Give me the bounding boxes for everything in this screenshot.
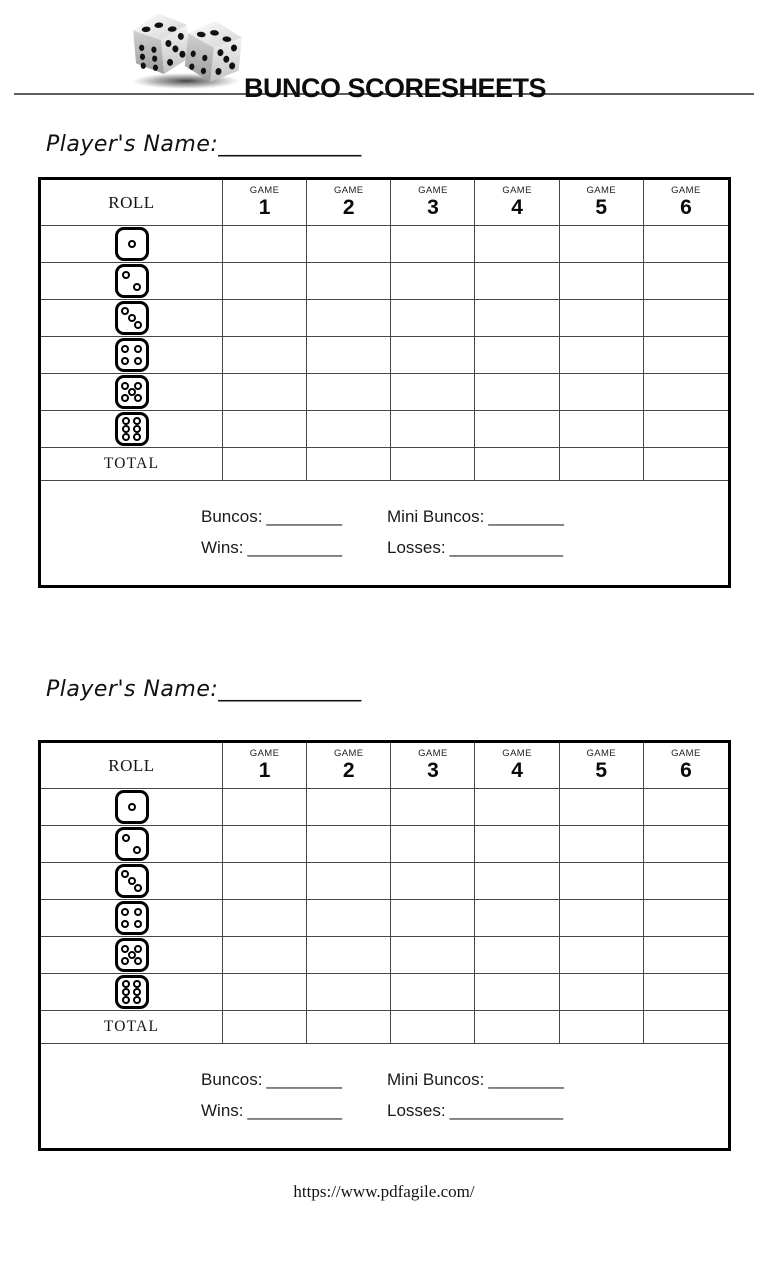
score-cell[interactable] <box>475 900 559 937</box>
player-name-label: Player's Name: <box>46 677 219 702</box>
buncos-label: Buncos: <box>201 507 263 526</box>
player-name-row <box>46 131 768 159</box>
score-cell[interactable] <box>475 300 559 337</box>
score-cell[interactable] <box>644 826 728 863</box>
game-number: 2 <box>342 196 355 219</box>
die-cell <box>41 300 223 337</box>
game-number: 2 <box>342 759 355 782</box>
pip <box>121 920 129 928</box>
total-score-cell[interactable] <box>644 1011 728 1044</box>
game-column-header <box>391 180 475 226</box>
score-cell[interactable] <box>644 900 728 937</box>
score-cell[interactable] <box>560 937 644 974</box>
pip <box>121 394 129 402</box>
die-cell <box>41 411 223 448</box>
die-cell <box>41 226 223 263</box>
score-cell[interactable] <box>391 863 475 900</box>
score-cell[interactable] <box>307 826 391 863</box>
score-cell[interactable] <box>644 263 728 300</box>
mini-buncos-label: Mini Buncos: <box>387 1070 485 1089</box>
score-cell[interactable] <box>560 974 644 1011</box>
pip <box>134 394 142 402</box>
source-url[interactable]: https://www.pdfagile.com/ <box>293 1182 475 1201</box>
score-cell[interactable] <box>475 863 559 900</box>
score-cell[interactable] <box>391 826 475 863</box>
game-number: 5 <box>595 759 608 782</box>
player-name-row <box>46 676 768 704</box>
score-cell[interactable] <box>391 263 475 300</box>
die-cell <box>41 937 223 974</box>
score-cell[interactable] <box>644 374 728 411</box>
mini-buncos-blank[interactable]: ________ <box>488 1070 564 1089</box>
score-table <box>38 177 731 588</box>
game-label: GAME <box>671 748 701 759</box>
score-cell[interactable] <box>391 937 475 974</box>
score-cell[interactable] <box>223 863 307 900</box>
die-1-icon <box>115 227 149 261</box>
die-5-icon <box>115 375 149 409</box>
score-cell[interactable] <box>560 337 644 374</box>
score-cell[interactable] <box>391 300 475 337</box>
die-4-icon <box>115 901 149 935</box>
score-cell[interactable] <box>560 374 644 411</box>
game-label: GAME <box>586 748 617 759</box>
die-2-icon <box>115 264 149 298</box>
game-label: GAME <box>418 748 448 759</box>
die-cell <box>41 900 223 937</box>
score-cell[interactable] <box>560 826 644 863</box>
total-score-cell[interactable] <box>644 448 728 481</box>
score-cell[interactable] <box>475 263 559 300</box>
die-cell <box>41 374 223 411</box>
die-3-icon <box>115 301 149 335</box>
mini-buncos-label: Mini Buncos: <box>387 507 485 526</box>
score-cell[interactable] <box>560 411 644 448</box>
buncos-blank[interactable]: ________ <box>266 507 343 526</box>
score-table <box>38 740 731 1151</box>
score-cell[interactable] <box>307 974 391 1011</box>
wins-label: Wins: <box>201 538 244 557</box>
losses-field <box>387 537 728 558</box>
score-cell[interactable] <box>391 900 475 937</box>
game-column-header <box>391 743 475 789</box>
buncos-field <box>201 506 387 527</box>
score-cell[interactable] <box>307 789 391 826</box>
total-label: TOTAL <box>41 1011 223 1044</box>
buncos-field <box>201 1069 387 1090</box>
game-column-header <box>307 743 391 789</box>
score-cell[interactable] <box>223 300 307 337</box>
score-cell[interactable] <box>223 974 307 1011</box>
score-cell[interactable] <box>307 900 391 937</box>
pip <box>134 884 142 892</box>
game-label: GAME <box>671 185 701 196</box>
score-cell[interactable] <box>307 374 391 411</box>
pip <box>133 283 141 291</box>
score-cell[interactable] <box>223 226 307 263</box>
score-cell[interactable] <box>391 789 475 826</box>
pip <box>122 996 130 1004</box>
wins-blank[interactable]: __________ <box>247 1101 343 1120</box>
score-cell[interactable] <box>223 411 307 448</box>
total-score-cell[interactable] <box>307 1011 391 1044</box>
score-cell[interactable] <box>391 374 475 411</box>
game-label: GAME <box>249 185 280 196</box>
score-cell[interactable] <box>223 789 307 826</box>
score-cell[interactable] <box>475 226 559 263</box>
score-cell[interactable] <box>307 226 391 263</box>
game-label: GAME <box>249 748 280 759</box>
die-cell <box>41 863 223 900</box>
die-cell <box>41 337 223 374</box>
pip <box>122 433 130 441</box>
score-cell[interactable] <box>475 411 559 448</box>
die-5-icon <box>115 938 149 972</box>
score-cell[interactable] <box>391 337 475 374</box>
pip <box>134 345 142 353</box>
die-cell <box>41 974 223 1011</box>
game-column-header <box>223 180 307 226</box>
score-cell[interactable] <box>307 263 391 300</box>
score-cell[interactable] <box>475 337 559 374</box>
page-header <box>0 0 768 104</box>
die-4-icon <box>115 338 149 372</box>
game-column-header <box>475 180 559 226</box>
total-score-cell[interactable] <box>560 1011 644 1044</box>
score-cell[interactable] <box>644 937 728 974</box>
losses-label: Losses: <box>387 1101 446 1120</box>
game-column-header <box>644 743 728 789</box>
losses-label: Losses: <box>387 538 446 557</box>
score-cell[interactable] <box>223 374 307 411</box>
score-cell[interactable] <box>560 300 644 337</box>
score-cell[interactable] <box>644 863 728 900</box>
score-cell[interactable] <box>223 826 307 863</box>
score-cell[interactable] <box>560 900 644 937</box>
die-cell <box>41 263 223 300</box>
score-grid <box>41 180 728 481</box>
score-cell[interactable] <box>560 863 644 900</box>
stats-area <box>41 1044 728 1148</box>
roll-column-header: ROLL <box>41 180 223 226</box>
total-score-cell[interactable] <box>475 1011 559 1044</box>
pip <box>134 321 142 329</box>
game-label: GAME <box>333 748 364 759</box>
total-score-cell[interactable] <box>391 1011 475 1044</box>
game-label: GAME <box>502 185 532 196</box>
game-label: GAME <box>502 748 532 759</box>
stats-area <box>41 481 728 585</box>
game-label: GAME <box>333 185 364 196</box>
game-number: 4 <box>511 196 523 219</box>
score-cell[interactable] <box>223 263 307 300</box>
pip <box>121 957 129 965</box>
pip <box>121 357 129 365</box>
pip <box>134 945 142 953</box>
game-label: GAME <box>586 185 617 196</box>
score-cell[interactable] <box>644 337 728 374</box>
score-cell[interactable] <box>307 937 391 974</box>
game-column-header <box>560 180 644 226</box>
score-cell[interactable] <box>307 337 391 374</box>
score-cell[interactable] <box>475 937 559 974</box>
score-cell[interactable] <box>644 974 728 1011</box>
page-title: BUNCO SCORESHEETS <box>244 73 547 104</box>
score-cell[interactable] <box>475 826 559 863</box>
die-cell <box>41 826 223 863</box>
losses-field <box>387 1100 728 1121</box>
score-cell[interactable] <box>307 411 391 448</box>
game-column-header <box>644 180 728 226</box>
game-label: GAME <box>418 185 448 196</box>
game-number: 6 <box>680 196 692 219</box>
total-score-cell[interactable] <box>307 448 391 481</box>
game-number: 1 <box>258 196 271 219</box>
pip <box>122 834 130 842</box>
scoresheet-1 <box>0 131 768 588</box>
stats-row <box>201 1069 728 1090</box>
pip <box>134 357 142 365</box>
wins-blank[interactable]: __________ <box>247 538 343 557</box>
game-column-header <box>307 180 391 226</box>
roll-column-header: ROLL <box>41 743 223 789</box>
die-2-icon <box>115 827 149 861</box>
pip <box>128 803 136 811</box>
score-cell[interactable] <box>475 789 559 826</box>
pip <box>134 957 142 965</box>
score-cell[interactable] <box>223 900 307 937</box>
dice-pair-icon <box>128 2 248 95</box>
scoresheet-2 <box>0 676 768 1151</box>
stats-row <box>201 1100 728 1121</box>
total-score-cell[interactable] <box>223 1011 307 1044</box>
score-cell[interactable] <box>644 789 728 826</box>
game-number: 3 <box>427 759 439 782</box>
score-cell[interactable] <box>644 226 728 263</box>
score-cell[interactable] <box>644 411 728 448</box>
mini-buncos-field <box>387 506 728 527</box>
game-column-header <box>223 743 307 789</box>
game-column-header <box>475 743 559 789</box>
score-cell[interactable] <box>223 337 307 374</box>
pip <box>122 271 130 279</box>
wins-label: Wins: <box>201 1101 244 1120</box>
player-name-blank[interactable]: _____________ <box>218 132 362 157</box>
player-name-blank[interactable]: _____________ <box>218 677 362 702</box>
pip <box>134 908 142 916</box>
score-cell[interactable] <box>560 263 644 300</box>
mini-buncos-blank[interactable]: ________ <box>488 507 564 526</box>
game-number: 4 <box>511 759 523 782</box>
pip <box>133 846 141 854</box>
player-name-label: Player's Name: <box>46 132 219 157</box>
score-cell[interactable] <box>391 974 475 1011</box>
wins-field <box>201 537 387 558</box>
pip <box>134 920 142 928</box>
wins-field <box>201 1100 387 1121</box>
pip <box>128 240 136 248</box>
score-cell[interactable] <box>391 226 475 263</box>
die-3-icon <box>115 864 149 898</box>
total-score-cell[interactable] <box>223 448 307 481</box>
die-6-icon <box>115 975 149 1009</box>
die-1-icon <box>115 790 149 824</box>
total-score-cell[interactable] <box>475 448 559 481</box>
score-cell[interactable] <box>223 937 307 974</box>
score-cell[interactable] <box>307 863 391 900</box>
pip <box>121 908 129 916</box>
buncos-blank[interactable]: ________ <box>266 1070 343 1089</box>
buncos-label: Buncos: <box>201 1070 263 1089</box>
total-label: TOTAL <box>41 448 223 481</box>
pip <box>133 996 141 1004</box>
game-number: 3 <box>427 196 439 219</box>
score-cell[interactable] <box>391 411 475 448</box>
pip <box>133 433 141 441</box>
die-cell <box>41 789 223 826</box>
losses-blank[interactable]: ____________ <box>449 538 564 557</box>
score-grid <box>41 743 728 1044</box>
game-number: 5 <box>595 196 608 219</box>
losses-blank[interactable]: ____________ <box>449 1101 564 1120</box>
game-column-header <box>560 743 644 789</box>
game-number: 6 <box>680 759 692 782</box>
stats-row <box>201 537 728 558</box>
score-cell[interactable] <box>307 300 391 337</box>
score-cell[interactable] <box>475 974 559 1011</box>
mini-buncos-field <box>387 1069 728 1090</box>
pip <box>134 382 142 390</box>
stats-row <box>201 506 728 527</box>
score-cell[interactable] <box>644 300 728 337</box>
score-cell[interactable] <box>560 789 644 826</box>
score-cell[interactable] <box>560 226 644 263</box>
game-number: 1 <box>258 759 271 782</box>
total-score-cell[interactable] <box>560 448 644 481</box>
score-cell[interactable] <box>475 374 559 411</box>
pip <box>121 345 129 353</box>
total-score-cell[interactable] <box>391 448 475 481</box>
die-6-icon <box>115 412 149 446</box>
